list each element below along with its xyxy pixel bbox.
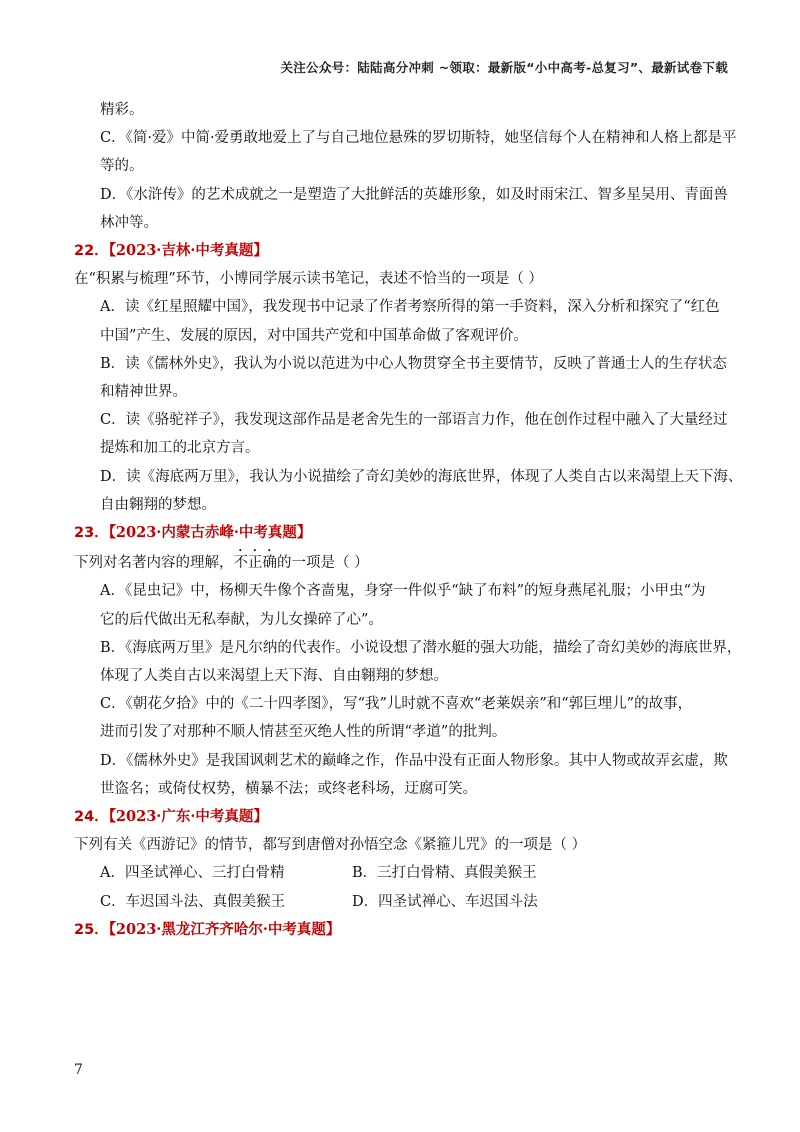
page-content <box>74 96 743 944</box>
q22-option-c-line2: 提炼和加工的北京方言。 <box>100 440 260 457</box>
q24-options-row-2 <box>74 888 734 916</box>
prev-option-c-line2: 等的。 <box>100 158 144 175</box>
question-24-heading <box>74 803 734 831</box>
q22-option-d-line2: 自由翱翔的梦想。 <box>100 496 216 513</box>
question-source-tag: 【2023·吉林·中考真题】 <box>108 242 268 260</box>
question-24-stem: 下列有关《西游记》的情节，都写到唐僧对孙悟空念《紧箍儿咒》的一项是（ ） <box>74 837 587 854</box>
question-number: 23． <box>74 525 109 542</box>
question-25-heading <box>74 916 734 944</box>
q23-option-d-line2: 世盗名；或倚仗权势，横暴不法；或终老科场，迂腐可笑。 <box>100 780 477 797</box>
question-source-tag: 【2023·黑龙江齐齐哈尔·中考真题】 <box>108 920 341 938</box>
question-22-heading <box>74 237 734 265</box>
q23-option-c-line1: C．《朝花夕拾》中的《二十四孝图》，写“我”儿时就不喜欢“老莱娱亲”和“郭巨埋儿”的故事， <box>100 696 693 713</box>
q23-option-a-line1: A．《昆虫记》中，杨柳天牛像个吝啬鬼，身穿一件似乎“缺了布料”的短身燕尾礼服；小甲虫“为 <box>100 583 706 600</box>
question-number: 22． <box>74 243 109 260</box>
prev-option-c-line1: C．《简·爱》中简·爱勇敢地爱上了与自己地位悬殊的罗切斯特，她坚信每个人在精神和人格上都是平 <box>100 130 737 147</box>
q24-option-c: C．车迟国斗法、真假美猴王 <box>100 893 286 910</box>
q22-option-d-line1: D．读《海底两万里》，我认为小说描绘了奇幻美妙的海底世界，体现了人类自古以来渴望上天下海、 <box>100 468 743 485</box>
q24-option-a: A．四圣试禅心、三打白骨精 <box>100 865 285 882</box>
q23-option-a-line2: 它的后代做出无私奉献，为儿女操碎了心”。 <box>100 611 383 628</box>
q23-option-d-line1: D．《儒林外史》是我国讽刺艺术的巅峰之作，作品中没有正面人物形象。其中人物或故弄玄虚，欺 <box>100 752 728 769</box>
question-22-stem: 在“积累与梳理”环节，小博同学展示读书笔记，表述不恰当的一项是（ ） <box>74 271 543 288</box>
prev-option-d-line1: D．《水浒传》的艺术成就之一是塑造了大批鲜活的英雄形象，如及时雨宋江、智多星吴用、青面兽 <box>100 186 728 203</box>
question-number: 25． <box>74 921 109 938</box>
q22-option-b-line1: B．读《儒林外史》，我认为小说以范进为中心人物贯穿全书主要情节，反映了普通士人的生存状态 <box>100 355 727 372</box>
question-23-heading <box>74 519 734 547</box>
q23-option-c-line2: 进而引发了对那种不顺人情甚至灭绝人性的所谓“孝道”的批判。 <box>100 724 507 741</box>
question-source-tag: 【2023·内蒙古赤峰·中考真题】 <box>108 524 312 542</box>
q24-option-b: B．三打白骨精、真假美猴王 <box>352 865 537 882</box>
q24-option-d: D．四圣试禅心、车迟国斗法 <box>352 893 538 910</box>
q23-option-b-line1: B．《海底两万里》是凡尔纳的代表作。小说设想了潜水艇的强大功能，描绘了奇幻美妙的海底世界， <box>100 639 742 656</box>
page-header: 关注公众号：陆陆高分冲刺 ~领取：最新版“小中高考-总复习”、最新试卷下载 <box>280 60 728 75</box>
prev-option-d-line2: 林冲等。 <box>100 214 158 231</box>
stem-text: 下列对名著内容的理解， <box>74 555 234 572</box>
q22-option-b-line2: 和精神世界。 <box>100 384 187 401</box>
question-source-tag: 【2023·广东·中考真题】 <box>108 808 268 826</box>
q22-option-a-line2: 中国”产生、发展的原因，对中国共产党和中国革命做了客观评价。 <box>100 327 528 344</box>
stem-text: 的一项是（ ） <box>277 555 369 572</box>
question-number: 24． <box>74 809 109 826</box>
q22-option-c-line1: C．读《骆驼祥子》，我发现这部作品是老舍先生的一部语言力作，他在创作过程中融入了大量经过 <box>100 412 728 429</box>
emphasized-text: 不正确 <box>233 555 277 572</box>
question-23-stem <box>74 547 734 577</box>
q22-option-a-line1: A．读《红星照耀中国》，我发现书中记录了作者考察所得的第一手资料，深入分析和探究了“红色 <box>100 299 720 316</box>
q23-option-b-line2: 体现了人类自古以来渴望上天下海、自由翱翔的梦想。 <box>100 668 448 685</box>
q24-options-row-1 <box>74 859 734 887</box>
page-number: 7 <box>74 1062 83 1078</box>
prev-question-text: 精彩。 <box>100 102 144 118</box>
